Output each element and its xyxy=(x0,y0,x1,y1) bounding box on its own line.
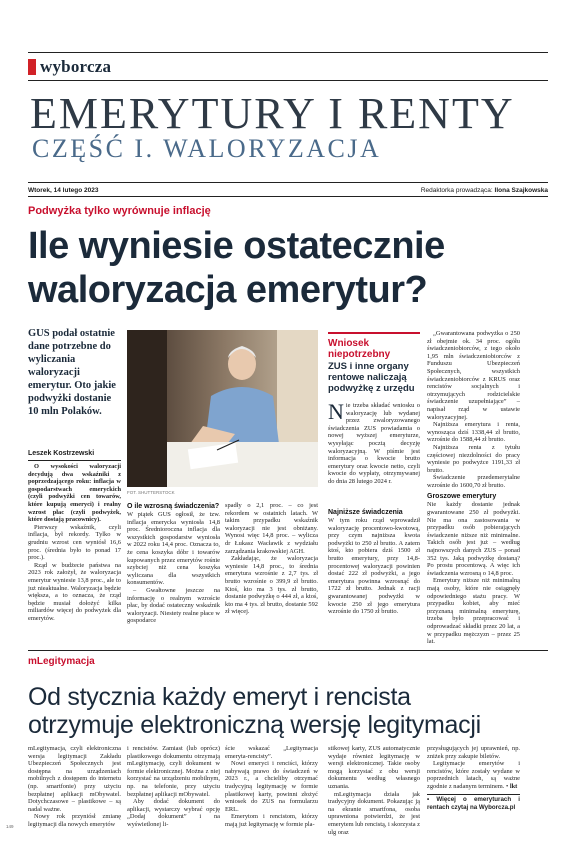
box-title: Wniosek niepotrzebny xyxy=(328,338,391,360)
col5-paragraph: Świadczenie przedemerytalne wzrośnie do 1600,70 zł brutto. xyxy=(427,474,520,489)
col2-heading: O ile wzrosną świadczenia? xyxy=(127,503,220,510)
col5-paragraph: Najniższa emerytura i renta, wynosząca dziś 1338,44 zł brutto, wzrośnie do 1588,44 zł brutto. xyxy=(427,421,520,444)
headline-line-1: Ile wyniesie ostatecznie xyxy=(28,225,445,267)
top-rule xyxy=(28,52,548,53)
supplement-subtitle: CZĘŚĆ I. WALORYZACJA xyxy=(32,134,382,163)
article-lead: GUS podał ostatnie dane potrzebne do wyliczania waloryzacji emerytur. Oto jakie podwyżki dostanie 10 mln Polaków. xyxy=(28,328,116,417)
a2-author: lkt xyxy=(509,782,518,790)
article-photo xyxy=(127,330,318,487)
wyborcza-logo[interactable] xyxy=(28,58,111,76)
section-rule xyxy=(28,650,548,651)
a2-col4-paragraph: mLegitymacja działa jak tradycyjny dokument. Pokazując ją na ekranie smartfona, osoba uprawniona potwierdzi, że jest emerytem lub rencistą, i skorzysta z ulg oraz xyxy=(328,790,420,836)
col2-paragraph: W piątek GUS ogłosił, że tzw. inflacja emerycka wyniosła 14,8 proc. Średnioroczna inflacja dla wszystkich gospodarstw wyniosła w 2022 roku 14,4 proc. Oznacza to, że cena koszyka dóbr i towarów kupowanych przez emerytów rośnie szybciej niż cena koszyka wyliczana dla wszystkich konsumentów. xyxy=(127,511,220,587)
col1-paragraph: Pierwszy wskaźnik, czyli inflacja, był rekordy. Tylko w grudniu wzrost cen wyniósł 16,6 proc. (średnia było to ponad 17 proc.). xyxy=(28,523,121,562)
editor-name: Ilona Szajkowska xyxy=(494,187,548,194)
article2-column-1 xyxy=(28,745,121,829)
col5-paragraph: Nie każdy dostanie jednak gwarantowane 250 zł podwyżki. Nie ma ona zastosowania w przypadku osób pobierających świadczenie niższe niż minimalne. Takich osób jest już – według najnowszych danych ZUS – ponad 352 tys. Jaką podwyżkę dostaną? Po prostu procentową. A więc ich świadczenia wzrosną o 14,8 proc. xyxy=(427,501,520,577)
col3-paragraph: spadły o 2,1 proc. – co jest rekordem w ostatnich latach. W takim przypadku wskaźnik waloryzacji nie jest obniżany. Wynosi więc 14,8 proc. – wylicza dr Łukasz Wacławik z wydziału zarządzania krakowskiej AGH. xyxy=(225,502,318,555)
a2-col2-paragraph: Aby dodać dokument do aplikacji, wystarczy wybrać opcję „Dodaj dokument” i na wyświetlonej li- xyxy=(127,798,220,828)
article2-column-4 xyxy=(328,745,420,836)
article2-column-5 xyxy=(427,745,520,812)
article2-column-3 xyxy=(225,745,318,829)
article2-column-2 xyxy=(127,745,220,829)
col4-heading: Najniższe świadczenia xyxy=(328,509,403,516)
date-bottom-rule xyxy=(28,196,548,197)
col5-heading: Groszowe emerytury xyxy=(427,493,497,501)
supplement-title: EMERYTURY I RENTY xyxy=(30,89,515,138)
headline2-line-2: otrzymuje elektroniczną wersję legitymacji xyxy=(28,711,481,739)
article-column-4 xyxy=(328,508,420,616)
col1-paragraph: Rząd w budżecie państwa na 2023 rok założył, że waloryzacja emerytur wyniesie 13,8 proc., ale to już nieaktualne. Waloryzacja będzie większa, a to oznacza, że rząd będzie musiał dołożyć kilka miliardów więcej do podwyżek dla emerytów. xyxy=(28,561,121,622)
box-text xyxy=(328,399,420,486)
a2-col1-paragraph: Nowy rok przyniósł zmianę legitymacji dla nowych emerytów xyxy=(28,813,121,828)
logo-mark-icon xyxy=(28,59,36,75)
logo-rule xyxy=(28,80,548,81)
section-label: mLegitymacja xyxy=(28,656,95,667)
page-number: 149 xyxy=(6,824,14,829)
col5-paragraph: Emerytury niższe niż minimalną mają osoby, które nie osiągnęły odpowiedniego stażu pracy. W przypadku kobiet, aby mieć przyznaną minimalną emeryturę, trzeba było przepracować i odprowadzać składki przez 20 lat, a w przypadku mężczyzn – przez 25 lat. xyxy=(427,577,520,646)
a2-col5-paragraph: przysługujących jej uprawnień, np. zniżek przy zakupie biletów. xyxy=(427,745,520,760)
a2-col5-text: Legitymacje emerytów i rencistów, które zostały wydane w poprzednich latach, są ważne zgodnie z nadanym terminem. • xyxy=(427,760,520,790)
a2-col4-paragraph: stikowej karty, ZUS automatycznie wydaje również legitymację w wersji elektronicznej. Takie osoby mogą korzystać z obu wersji dokumentu według własnego uznania. xyxy=(328,745,420,790)
headline2-line-1: Od stycznia każdy emeryt i rencista xyxy=(28,683,411,711)
col2-paragraph: – Gwałtowne jeszcze na informację o realnym wzroście płac, by dodać ostateczny wskaźnik waloryzacji. Niestety realne płace w gospodarce xyxy=(127,586,220,625)
article-column-3 xyxy=(225,502,318,616)
article-column-1 xyxy=(28,463,121,622)
article-kicker: Podwyżka tylko wyrównuje inflację xyxy=(28,205,211,217)
box-subtitle: ZUS i inne organy rentowe naliczają podwyżkę z urzędu xyxy=(328,361,415,394)
article-column-5 xyxy=(427,330,520,646)
link-rule xyxy=(427,794,520,795)
article-author: Leszek Kostrzewski xyxy=(28,450,95,457)
editor-label: Redaktorka prowadząca: xyxy=(420,187,493,194)
senior-man-photo-illustration xyxy=(127,330,318,487)
a2-col5-paragraph xyxy=(427,760,520,790)
date-rule xyxy=(28,182,548,183)
issue-date: Wtorek, 14 lutego 2023 xyxy=(28,187,99,194)
photo-credit: FOT. SHUTTERSTOCK xyxy=(127,490,175,495)
col5-paragraph: „Gwarantowana podwyżka o 250 zł obejmie ok. 34 proc. ogółu świadczeniobiorców, z tego około 1,95 mln świadczeniobiorców z Funduszu Ubezpieczeń Społecznych, wszystkich świadczeniobiorców z KRUS oraz rencistów socjalnych i otrzymujących rodzicielskie świadczenie uzupełniające” – napisał rząd w ustawie waloryzacyjnej. xyxy=(427,330,520,421)
box-top-rule xyxy=(328,332,420,334)
a2-col3-paragraph: Emerytom i rencistom, którzy mają już legitymację w formie pla- xyxy=(225,813,318,828)
box-body: ie trzeba składać wniosku o waloryzację lub wydanej przez zwaloryzowanego świadczenia ZUS powiadamia o nowej wyższej emeryturze, wysyłając pocztą decyzję waloryzacyjną. W piśmie jest informacja o kwocie brutto emerytury oraz kwocie netto, czyli kwocie do wypłaty, otrzymywanej do dnia 28 lutego 2024 r. xyxy=(328,402,420,485)
col3-paragraph: Zakładając, że waloryzacja wyniesie 14,8 proc., to średnia emerytura wzrośnie z 2,7 tys. zł brutto wzrośnie o 399,9 zł brutto. Ktoś, kto ma 3 tys. zł brutto, dostanie podwyżkę o 444 zł, a ktoś, kto ma 4 tys. zł brutto, dostanie 592 zł więcej. xyxy=(225,555,318,616)
box-dropcap: N xyxy=(328,399,344,424)
headline-line-2: waloryzacja emerytur? xyxy=(28,269,428,311)
article2-headline xyxy=(28,683,558,739)
logo-text: wyborcza xyxy=(40,57,112,76)
a2-col2-paragraph: i rencistów. Zamiast (lub oprócz) plastikowego dokumentu otrzymają mLegitymację, czyli dokument w formie elektronicznej. Można z niej korzystać na urządzeniu mobilnym, np. na telefonie, przy użyciu bezpłatnej aplikacji mObywatel. xyxy=(127,745,220,798)
author-rule xyxy=(28,460,121,461)
a2-col1-paragraph: mLegitymacja, czyli elektroniczna wersja legitymacji Zakładu Ubezpieczeń Społecznych jest dostępna na urządzeniach mobilnych z dostępem do internetu (np. smartfonie) przy użyciu bezpłatnej aplikacji mObywatel. Dotychczasowe – plastikowe – są nadal ważne. xyxy=(28,745,121,813)
col5-paragraph: Najniższa renta z tytułu częściowej niezdolności do pracy wyniesie po podwyżce 1191,33 zł brutto. xyxy=(427,443,520,474)
article-headline xyxy=(28,224,548,312)
more-link[interactable]: • Więcej o emeryturach i rentach czytaj na Wyborcza.pl xyxy=(427,796,520,811)
editor-credit xyxy=(421,187,548,194)
col1-paragraph: O wysokości waloryzacji decydują dwa wskaźniki z poprzedzającego roku: inflacja w gospodarstwach emeryckich (czyli podwyżki cen towarów, które kupują emeryci) i realny wzrost płac (czyli podwyżek, które dostają pracownicy). xyxy=(28,463,121,524)
article-column-2 xyxy=(127,502,220,625)
a2-col3-paragraph: Nowi emeryci i renciści, którzy nabywają prawo do świadczeń w 2023 r., a chcieliby otrzymać tradycyjną legitymację w formie plastikowej karty, powinni złożyć wniosek do ZUS na formularzu ERL. xyxy=(225,760,318,813)
a2-col3-paragraph: ście wskazać „Legitymacja emeryta-rencisty”. xyxy=(225,745,318,760)
col4-paragraph: W tym roku rząd wprowadził waloryzację procentowo-kwotową, przy czym najniższa kwota podwyżki to 250 zł brutto. A zatem ktoś, kto pobiera dziś 1500 zł brutto emerytury, przy 14,8-procentowej waloryzacji powinien dostać 222 zł podwyżki, a jego emerytura powinna wzrosnąć do 1722 zł brutto. Jednak z racji gwarantowanej podwyżki w kwocie 250 zł jego emerytura wzrośnie do 1750 zł brutto. xyxy=(328,517,420,616)
